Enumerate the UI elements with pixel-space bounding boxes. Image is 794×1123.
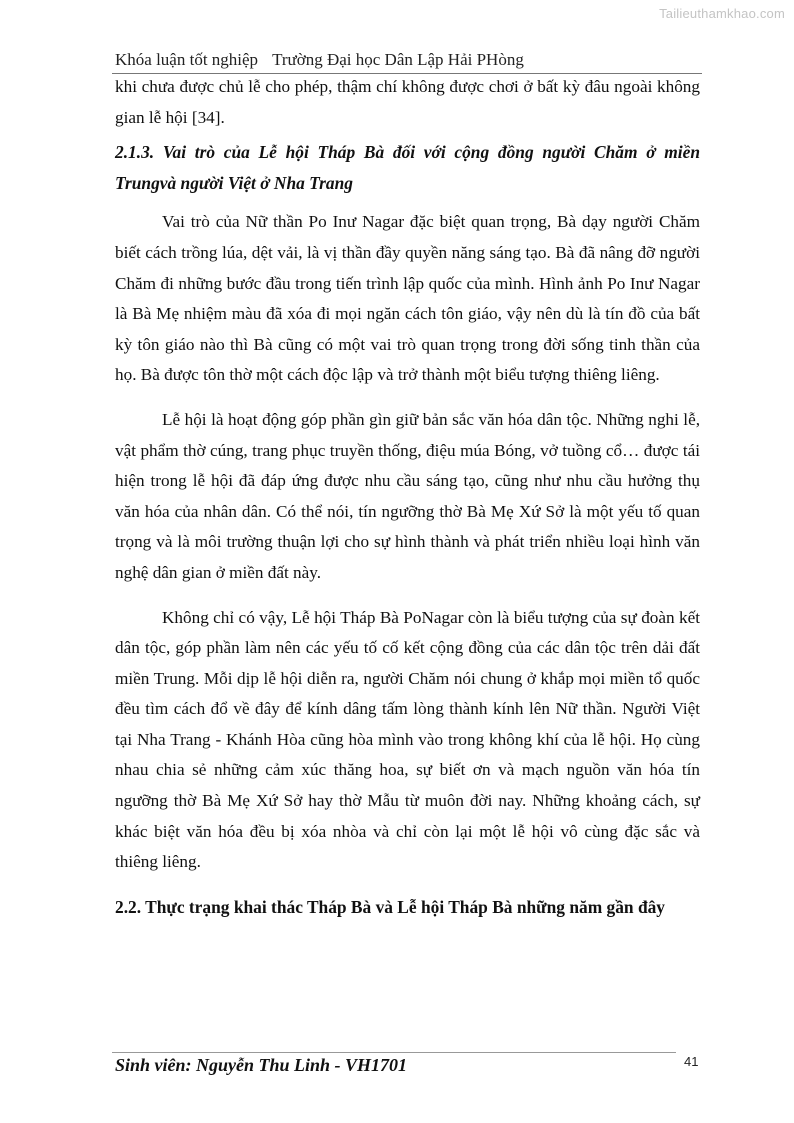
header-thesis-label: Khóa luận tốt nghiệp — [115, 50, 259, 69]
footer-divider — [112, 1052, 676, 1053]
header-institution: Trường Đại học Dân Lập Hải PHòng — [272, 50, 524, 69]
paragraph-festival-culture: Lễ hội là hoạt động góp phần gìn giữ bản sắc văn hóa dân tộc. Những nghi lễ, vật phẩm thờ cúng, trang phục truyền thống, điệu múa Bóng, vở tuồng cổ… được tái hiện trong lễ hội đã đáp ứng được nhu cầu sáng tạo, cũng như nhu cầu hưởng thụ văn hóa của nhân dân. Có thể nói, tín ngưỡng thờ Bà Mẹ Xứ Sở là một yếu tố quan trọng và là môi trường thuận lợi cho sự hình thành và phát triển nhiều loại hình văn nghệ dân gian ở miền đất này. — [115, 409, 700, 582]
footer-author: Sinh viên: Nguyễn Thu Linh - VH1701 — [115, 1055, 408, 1075]
paragraph-role-of-goddess: Vai trò của Nữ thần Po Inư Nagar đặc biệt quan trọng, Bà dạy người Chăm biết cách trồng lúa, dệt vải, là vị thần đầy quyền năng sáng tạo. Bà đã nâng đỡ người Chăm đi những bước đầu trong tiến trình lập quốc của mình. Hình ảnh Po Inư Nagar là Bà Mẹ nhiệm màu đã xóa đi mọi ngăn cách tôn giáo, vậy nên dù là tín đồ của bất kỳ tôn giáo nào thì Bà cũng có một vai trò quan trọng trong đời sống tinh thần của họ. Bà được tôn thờ một cách độc lập và trở thành một biểu tượng thiêng liêng. — [115, 212, 700, 385]
section-heading-2-2: 2.2. Thực trạng khai thác Tháp Bà và Lễ hội Tháp Bà những năm gần đây — [115, 896, 666, 917]
document-body — [115, 72, 700, 931]
page-number: 41 — [684, 1054, 699, 1069]
continuation-paragraph: khi chưa được chủ lễ cho phép, thậm chí không được chơi ở bất kỳ đâu ngoài không gian lễ hội [34]. — [115, 77, 700, 127]
page-header — [115, 50, 524, 70]
section-heading-2-1-3: 2.1.3. Vai trò của Lễ hội Tháp Bà đối với cộng đồng người Chăm ở miền Trungvà người Việt ở Nha Trang — [115, 142, 700, 193]
paragraph-national-unity: Không chỉ có vậy, Lễ hội Tháp Bà PoNagar còn là biểu tượng của sự đoàn kết dân tộc, góp phần làm nên các yếu tố cố kết cộng đồng của các dân tộc trên dải đất miền Trung. Mỗi dịp lễ hội diễn ra, người Chăm nói chung ở khắp mọi miền tổ quốc đều tìm cách đổ về đây để kính dâng tấm lòng thành kính lên Nữ thần. Người Việt tại Nha Trang - Khánh Hòa cũng hòa mình vào trong không khí của lễ hội. Họ cùng nhau chia sẻ những cảm xúc thăng hoa, sự biết ơn và mạch nguồn văn hóa tín ngưỡng thờ Bà Mẹ Xứ Sở hay thờ Mẫu từ muôn đời nay. Những khoảng cách, sự khác biệt văn hóa đều bị xóa nhòa và chỉ còn lại một lễ hội vô cùng đặc sắc và thiêng liêng. — [115, 607, 700, 872]
watermark: Tailieuthamkhao.com — [659, 6, 785, 21]
